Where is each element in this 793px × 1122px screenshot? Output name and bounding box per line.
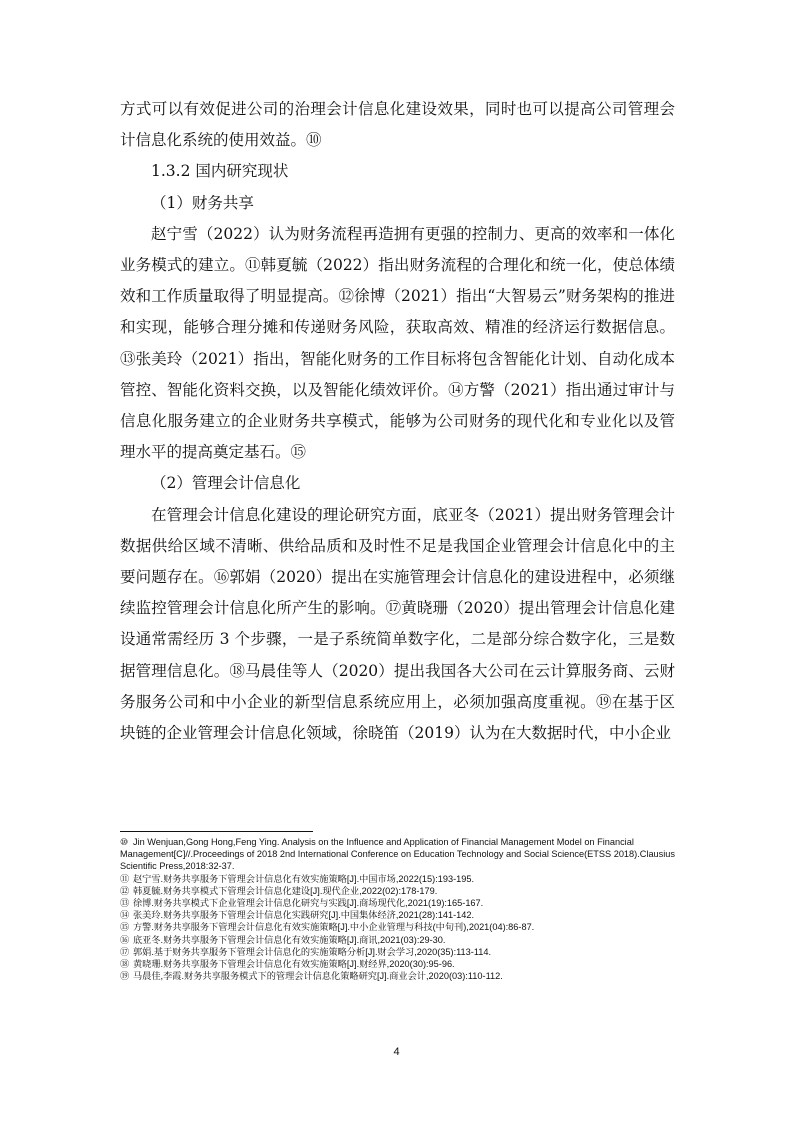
- body-paragraph: 在管理会计信息化建设的理论研究方面，底亚冬（2021）提出财务管理会计数据供给区域不清晰、供给品质和及时性不足是我国企业管理会计信息化中的主要问题存在。⑯郭娟（2020）提出在实施管理会计信息化的建设进程中，必须继续监控管理会计信息化所产生的影响。⑰黄晓珊（2020）提出管理会计信息化建设通常需经历 3 个步骤，一是子系统简单数字化，二是部分综合数字化，三是数据管理信息化。⑱马晨佳等人（2020）提出我国各大公司在云计算服务商、云财务服务公司和中小企业的新型信息系统应用上，必须加强高度重视。⑲在基于区块链的企业管理会计信息化领域，徐晓笛（2019）认为在大数据时代，中小企业: [120, 505, 675, 743]
- footnote-text: 韩夏毓.财务共享模式下管理会计信息化建设[J].现代企业,2022(02):178-179.: [133, 885, 438, 896]
- footnote: [120, 970, 675, 982]
- footnote: [120, 958, 675, 970]
- page-number: 4: [393, 1046, 400, 1058]
- footnote: [120, 836, 675, 873]
- footnote-text: 张美玲.财务共享服务下管理会计信息化实践研究[J].中国集体经济,2021(28):141-142.: [133, 910, 475, 921]
- body-text: [120, 94, 675, 749]
- footnotes: [120, 836, 675, 982]
- footnote-text: 马晨佳,李霞.财务共享服务模式下的管理会计信息化策略研究[J].商业会计,2020(03):110-112.: [133, 971, 503, 982]
- footnote: [120, 909, 675, 921]
- body-paragraph: 赵宁雪（2022）认为财务流程再造拥有更强的控制力、更高的效率和一体化业务模式的建立。⑪韩夏毓（2022）指出财务流程的合理化和统一化，使总体绩效和工作质量取得了明显提高。⑫徐博（2021）指出“大智易云”财务架构的推进和实现，能够合理分摊和传递财务风险，获取高效、精准的经济运行数据信息。⑬张美玲（2021）指出，智能化财务的工作目标将包含智能化计划、自动化成本管控、智能化资料交换，以及智能化绩效评价。⑭方警（2021）指出通过审计与信息化服务建立的企业财务共享模式，能够为公司财务的现代化和专业化以及管理水平的提高奠定基石。⑮: [120, 224, 675, 462]
- footnote-mark: ⑰: [120, 946, 130, 957]
- footnote-mark: ⑮: [120, 922, 130, 933]
- footnote: [120, 897, 675, 909]
- footnote-text: 徐博.财务共享模式下企业管理会计信息化研究与实践[J].商场现代化,2021(19):165-167.: [133, 898, 484, 909]
- footnote: [120, 885, 675, 897]
- subsection-heading: （1）财务共享: [151, 193, 254, 212]
- footnote-text: 赵宁雪.财务共享服务下管理会计信息化有效实施策略[J].中国市场,2022(15):193-195.: [133, 873, 475, 884]
- footnote: [120, 921, 675, 933]
- footnote-mark: ⑱: [120, 959, 130, 970]
- footnote-text: 黄晓珊.财务共享服务下管理会计信息化有效实施策略[J].财经界,2020(30):95-96.: [133, 959, 455, 970]
- footnote-text: Jin Wenjuan,Gong Hong,Feng Ying. Analysis on the Influence and Application of Financial Management Model on Financial Management[C]//.Proceedings of 2018 2nd International Conference on Education Technology and Social Science(ETSS 2018).Clausius Scientific Press,2018:32-37.: [120, 837, 675, 872]
- footnote-mark: ⑪: [120, 873, 130, 884]
- subsection-heading: （2）管理会计信息化: [151, 474, 301, 493]
- footnote-mark: ⑲: [120, 971, 130, 982]
- body-paragraph: 方式可以有效促进公司的治理会计信息化建设效果，同时也可以提高公司管理会计信息化系统的使用效益。⑩: [120, 100, 675, 150]
- footnote-text: 郭娟.基于财务共享服务下管理会计信息化的实施策略分析[J].财会学习,2020(35):113-114.: [133, 946, 492, 957]
- footnote-mark: ⑭: [120, 910, 130, 921]
- footnote-text: 方警.财务共享服务下管理会计信息化有效实施策略[J].中小企业管理与科技(中旬刊),2021(04):86-87.: [133, 922, 535, 933]
- footnote-separator: [120, 831, 313, 832]
- footnote: [120, 934, 675, 946]
- section-heading: 1.3.2 国内研究现状: [151, 162, 289, 181]
- footnote-mark: ⑩: [120, 837, 129, 847]
- footnote: [120, 946, 675, 958]
- footnote: [120, 873, 675, 885]
- footnote-mark: ⑫: [120, 885, 130, 896]
- footnote-mark: ⑯: [120, 934, 130, 945]
- footnote-text: 底亚冬.财务共享服务下管理会计信息化有效实施策略[J].商讯,2021(03):29-30.: [133, 934, 446, 945]
- footnote-mark: ⑬: [120, 898, 130, 909]
